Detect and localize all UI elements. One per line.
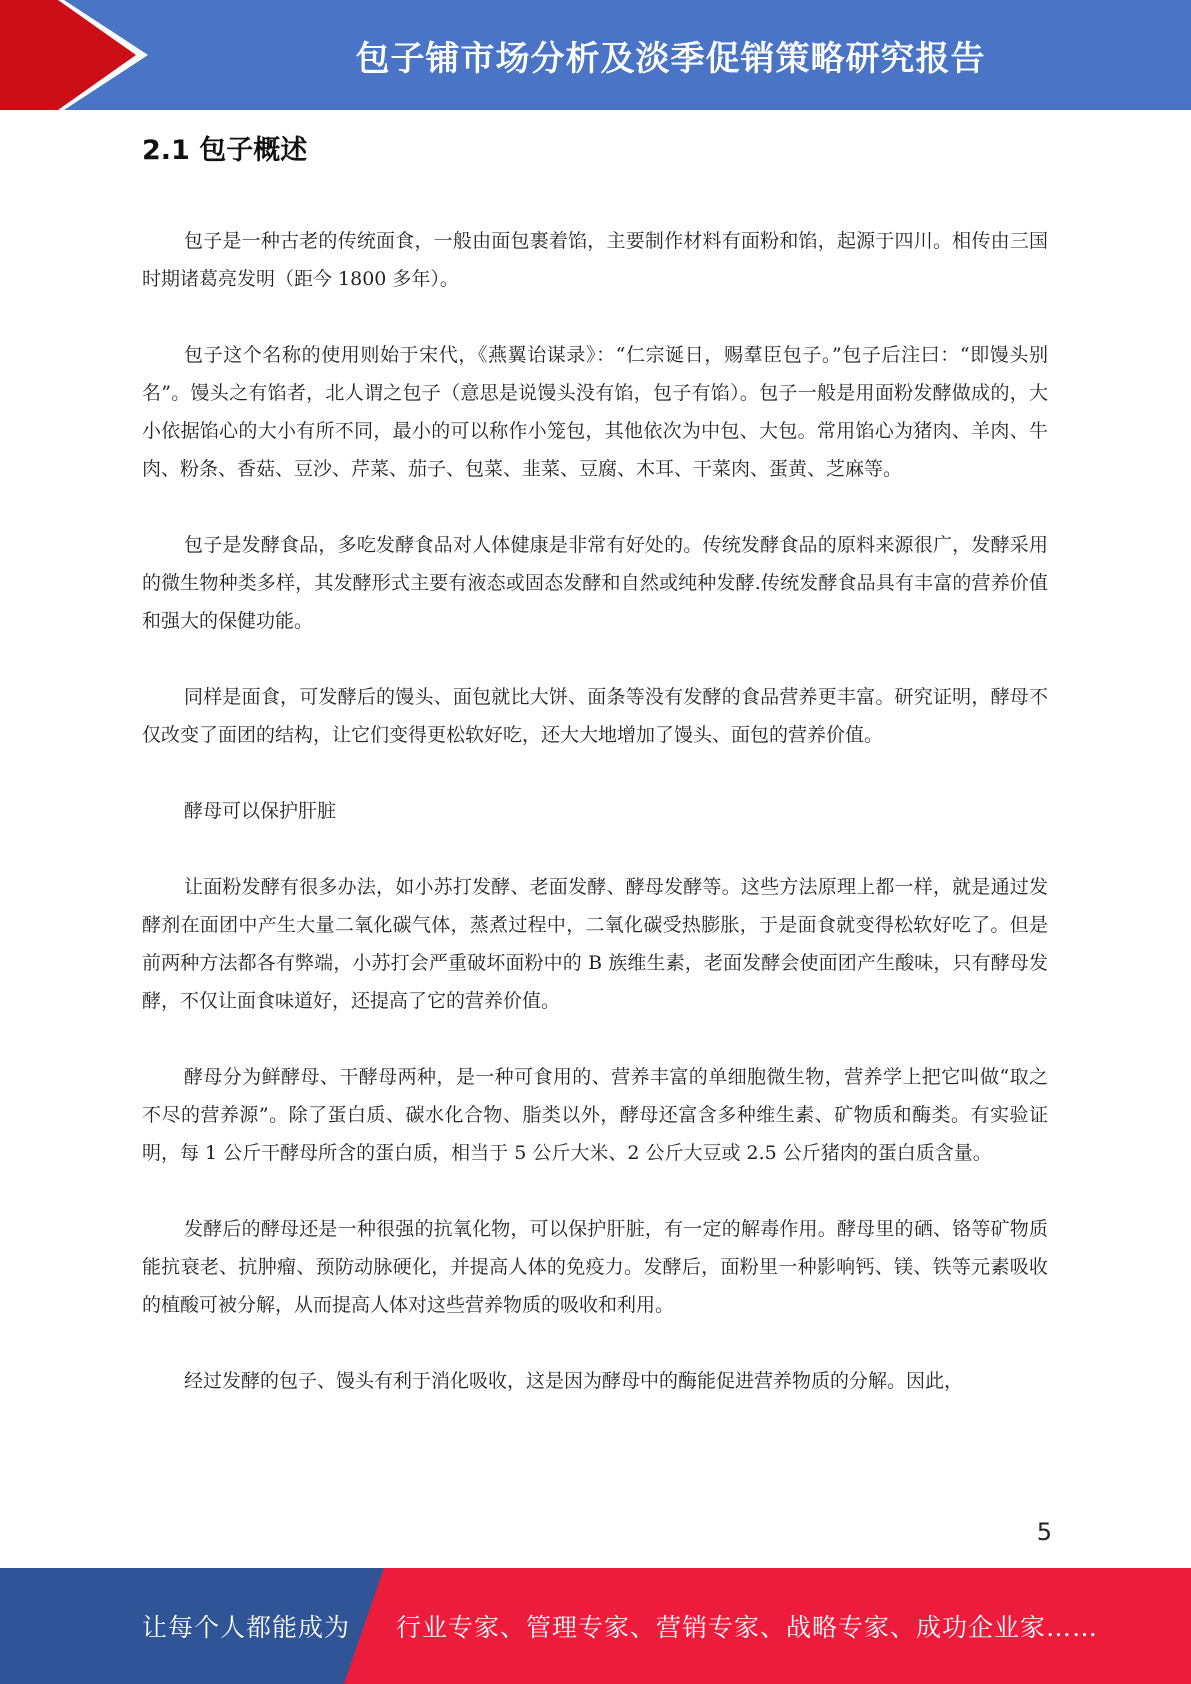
paragraph: 同样是面食，可发酵后的馒头、面包就比大饼、面条等没有发酵的食品营养更丰富。研究证明，酵母不仅改变了面团的结构，让它们变得更松软好吃，还大大地增加了馒头、面包的营养价值。 <box>142 686 1048 746</box>
footer-banner <box>0 1568 1191 1684</box>
paragraph: 包子是发酵食品，多吃发酵食品对人体健康是非常有好处的。传统发酵食品的原料来源很广，发酵采用的微生物种类多样，其发酵形式主要有液态或固态发酵和自然或纯种发酵.传统发酵食品具有丰富的营养价值和强大的保健功能。 <box>142 534 1048 632</box>
paragraph: 经过发酵的包子、馒头有利于消化吸收，这是因为酵母中的酶能促进营养物质的分解。因此， <box>184 1370 964 1392</box>
document-title: 包子铺市场分析及淡季促销策略研究报告 <box>355 38 986 79</box>
section-heading: 2.1 包子概述 <box>142 135 308 166</box>
footer-slogan-left: 让每个人都能成为 <box>142 1613 351 1642</box>
page-number: 5 <box>1036 1518 1052 1546</box>
body-content <box>142 222 1048 1438</box>
header-banner <box>0 0 1191 110</box>
footer-slogan-right: 行业专家、管理专家、营销专家、战略专家、成功企业家…… <box>396 1613 1099 1642</box>
paragraph: 包子是一种古老的传统面食，一般由面包裹着馅，主要制作材料有面粉和馅，起源于四川。相传由三国时期诸葛亮发明（距今 1800 多年）。 <box>142 230 1048 290</box>
paragraph: 酵母分为鲜酵母、干酵母两种，是一种可食用的、营养丰富的单细胞微生物，营养学上把它叫做“取之不尽的营养源”。除了蛋白质、碳水化合物、脂类以外，酵母还富含多种维生素、矿物质和酶类。有实验证明，每 1 公斤干酵母所含的蛋白质，相当于 5 公斤大米、2 公斤大豆或 2.5 公斤猪肉的蛋白质含量。 <box>142 1066 1048 1164</box>
subheading-paragraph: 酵母可以保护肝脏 <box>184 800 337 822</box>
paragraph: 发酵后的酵母还是一种很强的抗氧化物，可以保护肝脏，有一定的解毒作用。酵母里的硒、铬等矿物质能抗衰老、抗肿瘤、预防动脉硬化，并提高人体的免疫力。发酵后，面粉里一种影响钙、镁、铁等元素吸收的植酸可被分解，从而提高人体对这些营养物质的吸收和利用。 <box>142 1218 1048 1316</box>
paragraph: 让面粉发酵有很多办法，如小苏打发酵、老面发酵、酵母发酵等。这些方法原理上都一样，就是通过发酵剂在面团中产生大量二氧化碳气体，蒸煮过程中，二氧化碳受热膨胀，于是面食就变得松软好吃了。但是前两种方法都各有弊端，小苏打会严重破坏面粉中的 B 族维生素，老面发酵会使面团产生酸味，只有酵母发酵，不仅让面食味道好，还提高了它的营养价值。 <box>142 876 1048 1012</box>
header-chevron-icon <box>0 0 150 110</box>
paragraph: 包子这个名称的使用则始于宋代，《燕翼诒谋录》：“仁宗诞日，赐羣臣包子。”包子后注曰：“即馒头别名”。馒头之有馅者，北人谓之包子（意思是说馒头没有馅，包子有馅）。包子一般是用面粉发酵做成的，大小依据馅心的大小有所不同，最小的可以称作小笼包，其他依次为中包、大包。常用馅心为猪肉、羊肉、牛肉、粉条、香菇、豆沙、芹菜、茄子、包菜、韭菜、豆腐、木耳、干菜肉、蛋黄、芝麻等。 <box>142 344 1048 480</box>
